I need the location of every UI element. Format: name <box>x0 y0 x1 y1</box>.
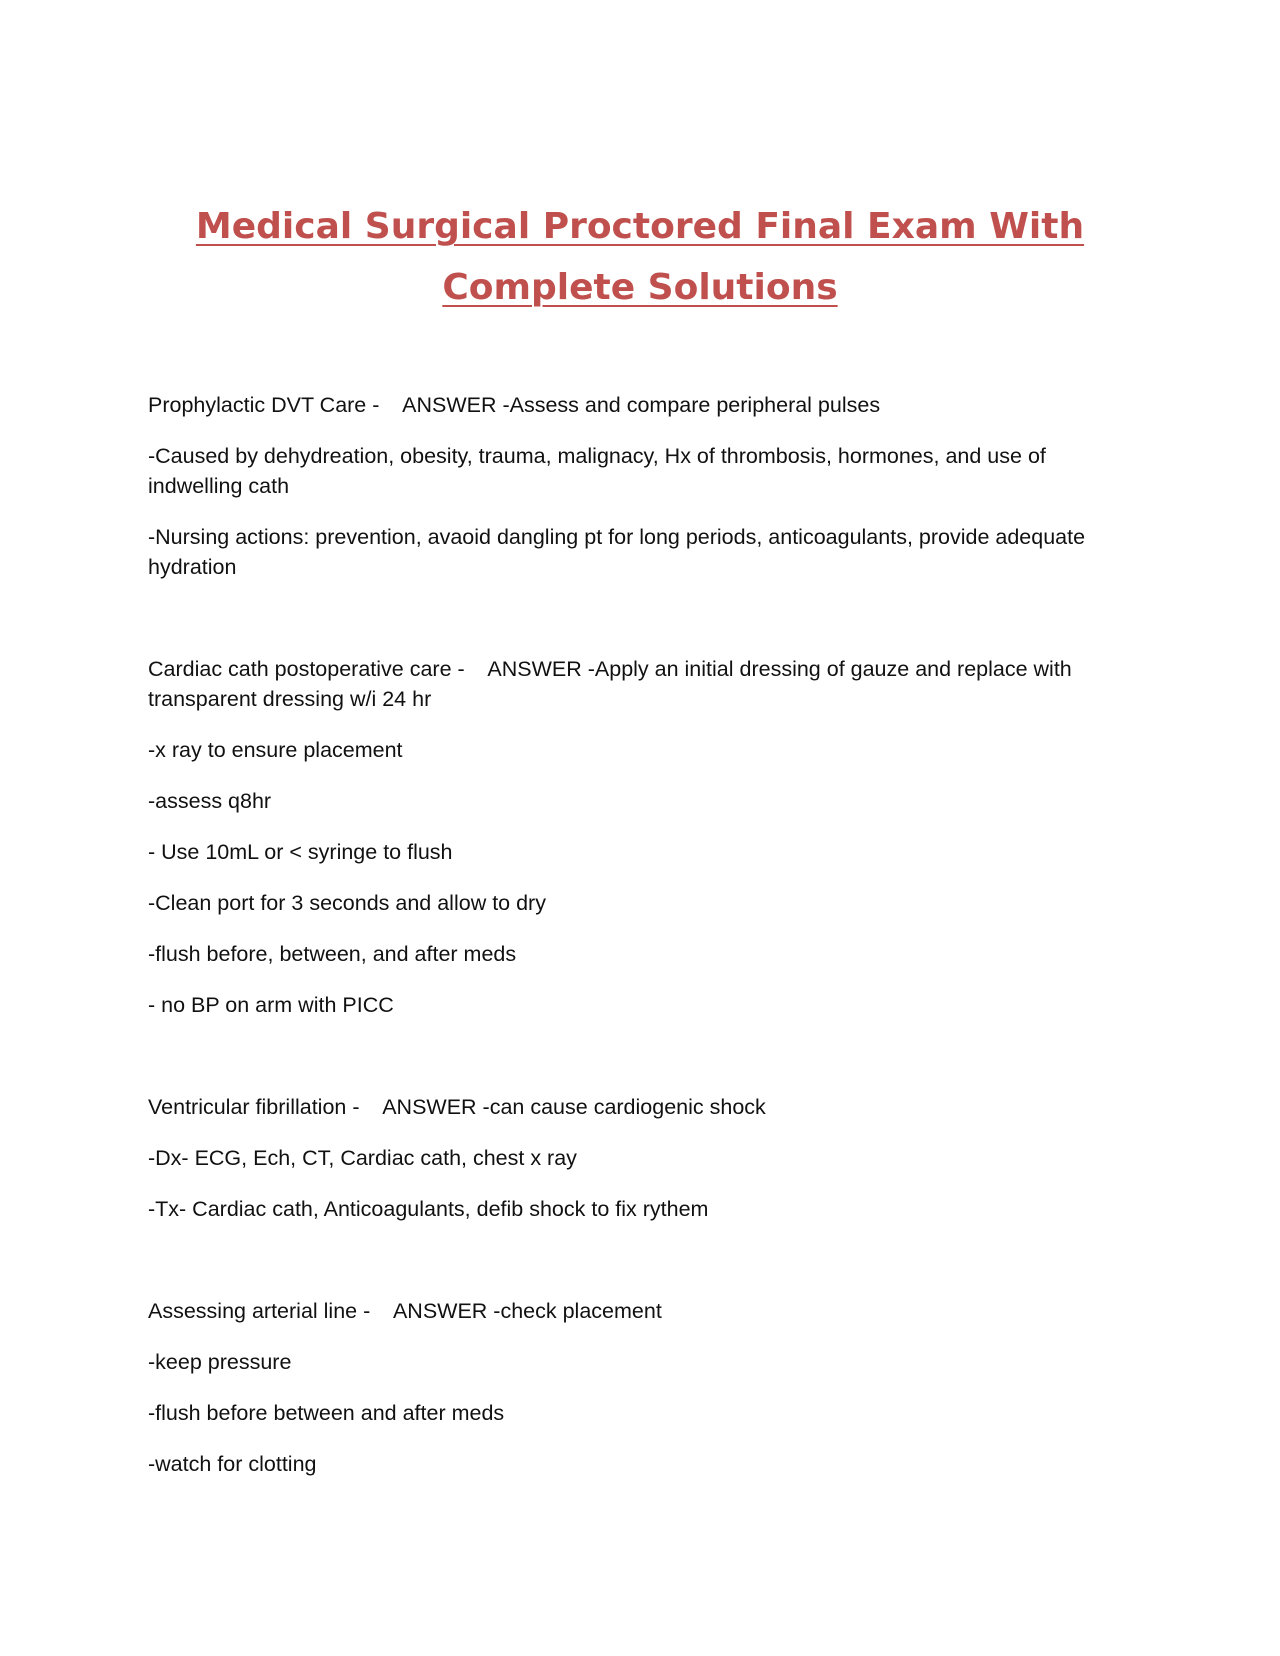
answer-line: -watch for clotting <box>148 1452 317 1476</box>
answer-line: -flush before, between, and after meds <box>148 942 517 966</box>
answer-line: -Caused by dehydreation, obesity, trauma, malignacy, Hx of thrombosis, hormones, and use of indwelling cath <box>148 444 1052 498</box>
answer-line: -Clean port for 3 seconds and allow to dry <box>148 891 546 915</box>
qa-section-arterial-line <box>148 1296 1138 1479</box>
section-spacer <box>148 603 1138 654</box>
answer-line: - Use 10mL or < syringe to flush <box>148 840 453 864</box>
section-spacer <box>148 1041 1138 1092</box>
qa-section-cardiac-cath <box>148 654 1138 1020</box>
question-answer: Cardiac cath postoperative care - ANSWER -Apply an initial dressing of gauze and replace with transparent dressing w/i 24 hr <box>148 657 1078 711</box>
question-answer: Ventricular fibrillation - ANSWER -can cause cardiogenic shock <box>148 1095 766 1119</box>
answer-line: -keep pressure <box>148 1350 292 1374</box>
question-answer: Assessing arterial line - ANSWER -check placement <box>148 1299 662 1323</box>
answer-line: -x ray to ensure placement <box>148 738 403 762</box>
document-title <box>150 196 1130 318</box>
answer-line: -Tx- Cardiac cath, Anticoagulants, defib shock to fix rythem <box>148 1197 709 1221</box>
qa-section-dvt-care <box>148 390 1138 582</box>
title-line-2: Complete Solutions <box>442 267 838 308</box>
qa-section-ventricular-fibrillation <box>148 1092 1138 1224</box>
answer-line: -flush before between and after meds <box>148 1401 505 1425</box>
document-body <box>148 390 1138 1500</box>
question-answer: Prophylactic DVT Care - ANSWER -Assess and compare peripheral pulses <box>148 393 881 417</box>
answer-line: -Nursing actions: prevention, avaoid dangling pt for long periods, anticoagulants, provide adequate hydration <box>148 525 1092 579</box>
section-spacer <box>148 1245 1138 1296</box>
answer-line: -Dx- ECG, Ech, CT, Cardiac cath, chest x ray <box>148 1146 577 1170</box>
answer-line: - no BP on arm with PICC <box>148 993 394 1017</box>
title-line-1: Medical Surgical Proctored Final Exam With <box>195 206 1085 247</box>
answer-line: -assess q8hr <box>148 789 272 813</box>
